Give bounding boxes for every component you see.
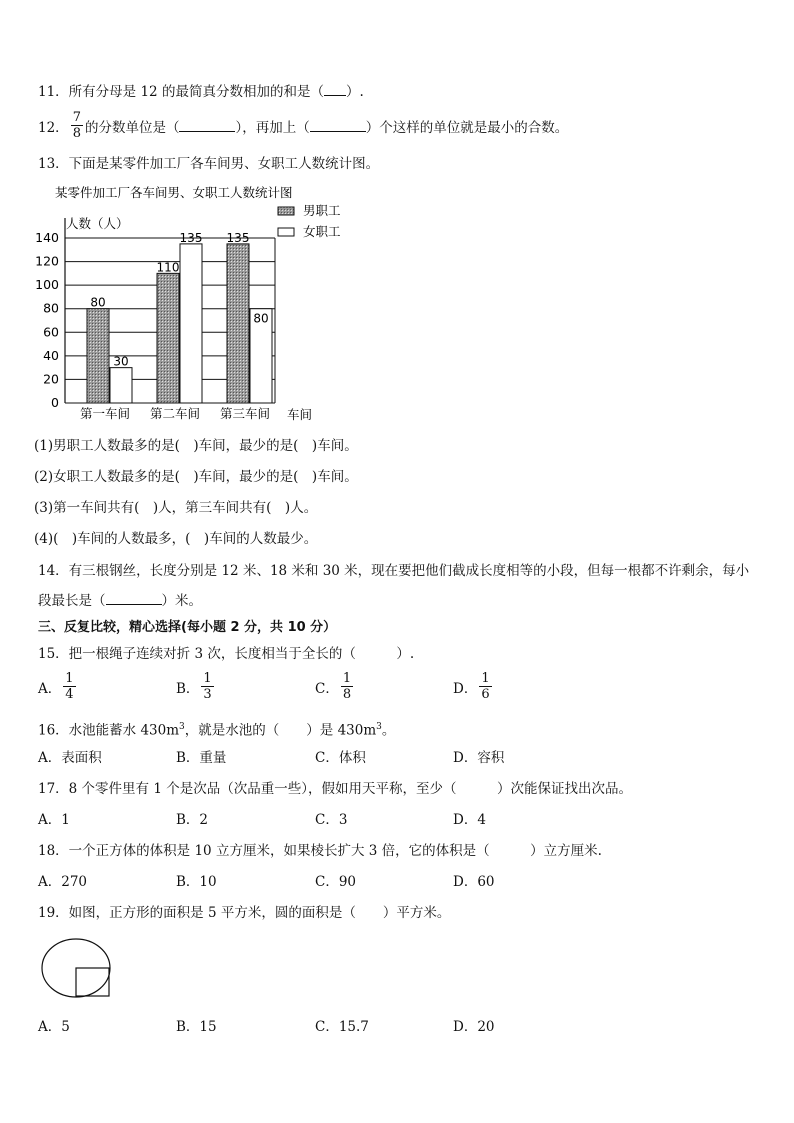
question-14-text: 段最长是（ (38, 593, 106, 609)
y-tick-label: 0 (51, 395, 59, 410)
answer-blank[interactable] (324, 83, 346, 96)
denominator: 4 (65, 687, 74, 702)
y-tick-label: 80 (43, 300, 59, 316)
legend-label: 男职工 (303, 203, 341, 218)
question-11 (38, 83, 364, 101)
question-12-text: 的分数单位是（ (84, 119, 180, 136)
option-c[interactable]: C．3 (315, 812, 348, 828)
option-label: C． (315, 680, 339, 697)
question-13-part-1: (1)男职工人数最多的是( )车间，最少的是( )车间。 (34, 438, 358, 454)
data-label: 80 (90, 295, 106, 310)
option-b[interactable]: B．2 (176, 812, 209, 828)
numerator: 7 (72, 110, 81, 125)
chart-title: 某零件加工厂各车间男、女职工人数统计图 (55, 185, 293, 200)
option-d[interactable]: D．20 (453, 1019, 495, 1035)
denominator: 6 (481, 687, 490, 702)
option-c[interactable]: C．15.7 (315, 1019, 369, 1035)
denominator: 3 (203, 687, 212, 702)
question-15: 15．把一根绳子连续对折 3 次，长度相当于全长的（ ）. (38, 646, 415, 662)
option-a[interactable]: A．5 (38, 1019, 70, 1035)
superscript: 3 (179, 722, 185, 732)
bar (87, 309, 109, 403)
legend-swatch (278, 207, 294, 215)
option-b[interactable]: B．10 (176, 874, 217, 890)
option-a[interactable]: A．270 (38, 874, 88, 890)
question-13: 13．下面是某零件加工厂各车间男、女职工人数统计图。 (38, 156, 380, 172)
fraction (201, 671, 213, 702)
option-b[interactable]: B．15 (176, 1019, 217, 1035)
denominator: 8 (342, 687, 352, 702)
bar (110, 368, 132, 403)
answer-blank[interactable] (179, 119, 235, 132)
option-a[interactable]: A．1 (38, 812, 70, 828)
superscript: 3 (376, 722, 382, 732)
y-tick-label: 40 (43, 347, 59, 363)
fraction (479, 671, 491, 702)
numerator: 1 (65, 671, 74, 686)
numerator: 1 (203, 671, 212, 686)
option-b[interactable]: B．重量 (176, 750, 227, 766)
data-label: 110 (156, 260, 180, 275)
question-17: 17．8 个零件里有 1 个是次品（次品重一些），假如用天平称，至少（ ）次能保证找出次品。 (38, 781, 632, 797)
data-label: 135 (226, 230, 250, 245)
option-d[interactable] (453, 671, 494, 702)
question-14-line-1: 14．有三根钢丝，长度分别是 12 米、18 米和 30 米，现在要把他们截成长度相等的小段，但每一根都不许剩余，每小 (38, 563, 750, 579)
question-16-end: 。 (381, 722, 396, 739)
numerator: 1 (481, 671, 490, 686)
data-label: 30 (113, 354, 129, 369)
y-tick-label: 60 (43, 324, 59, 340)
option-a[interactable]: A．表面积 (38, 750, 102, 766)
option-b[interactable] (176, 671, 216, 702)
x-tick-label: 第二车间 (149, 406, 201, 421)
bar (180, 244, 202, 403)
option-label: A． (38, 680, 62, 697)
question-12-text-mid: ），再加上（ (235, 119, 310, 136)
answer-blank[interactable] (106, 592, 162, 605)
option-d[interactable]: D．60 (453, 874, 495, 890)
option-d[interactable]: D．容积 (453, 750, 505, 766)
option-c[interactable]: C．体积 (315, 750, 366, 766)
question-13-part-4: (4)( )车间的人数最多，( )车间的人数最少。 (34, 531, 318, 547)
fraction (71, 110, 83, 141)
question-12-text-end: ）个这样的单位就是最小的合数。 (365, 119, 569, 136)
option-c[interactable] (315, 671, 355, 702)
option-a[interactable] (38, 671, 78, 702)
denominator: 8 (72, 126, 81, 141)
question-18: 18．一个正方体的体积是 10 立方厘米，如果棱长扩大 3 倍，它的体积是（ ）立方厘米. (38, 843, 602, 859)
chart-bars (80, 231, 272, 421)
bar (227, 244, 249, 403)
section-heading: 三、反复比较，精心选择(每小题 2 分，共 10 分） (38, 620, 337, 635)
option-d[interactable]: D．4 (453, 812, 486, 828)
fraction (341, 671, 353, 702)
x-tick-label: 第一车间 (79, 406, 131, 421)
bar (157, 273, 179, 403)
y-tick-label: 20 (43, 371, 59, 387)
question-14-end: ）米。 (161, 593, 202, 609)
question-12 (38, 110, 568, 141)
y-tick-label: 100 (35, 277, 59, 293)
question-number: 12． (38, 119, 69, 136)
option-label: D． (453, 680, 478, 697)
question-11-end: ）. (345, 84, 364, 100)
answer-blank[interactable] (310, 119, 366, 132)
circle-square-figure (38, 938, 114, 1002)
question-19: 19．如图，正方形的面积是 5 平方米，圆的面积是（ ）平方米。 (38, 905, 451, 921)
legend-label: 女职工 (303, 224, 341, 239)
x-axis-label: 车间 (287, 407, 313, 422)
square-shape (76, 968, 109, 996)
question-13-part-2: (2)女职工人数最多的是( )车间，最少的是( )车间。 (34, 469, 358, 485)
data-label: 135 (179, 230, 203, 245)
fraction (63, 671, 75, 702)
legend-swatch (278, 228, 294, 236)
question-16-text-mid: ，就是水池的（ ）是 430m (184, 722, 377, 739)
x-tick-label: 第三车间 (219, 406, 271, 421)
data-label: 80 (253, 311, 269, 326)
question-13-part-3: (3)第一车间共有( )人，第三车间共有( )人。 (34, 500, 318, 516)
option-label: B． (176, 680, 200, 697)
question-16 (38, 718, 395, 740)
question-16-text: 16．水池能蓄水 430m (38, 722, 180, 739)
question-14-line-2 (38, 592, 202, 610)
question-11-text: 11．所有分母是 12 的最简真分数相加的和是（ (38, 84, 324, 100)
y-axis-label: 人数（人） (66, 216, 129, 231)
bar-chart (30, 183, 360, 428)
option-c[interactable]: C．90 (315, 874, 357, 890)
numerator: 1 (342, 671, 352, 686)
chart-legend (278, 203, 341, 239)
y-tick-label: 120 (35, 253, 59, 269)
y-tick-label: 140 (35, 230, 59, 245)
